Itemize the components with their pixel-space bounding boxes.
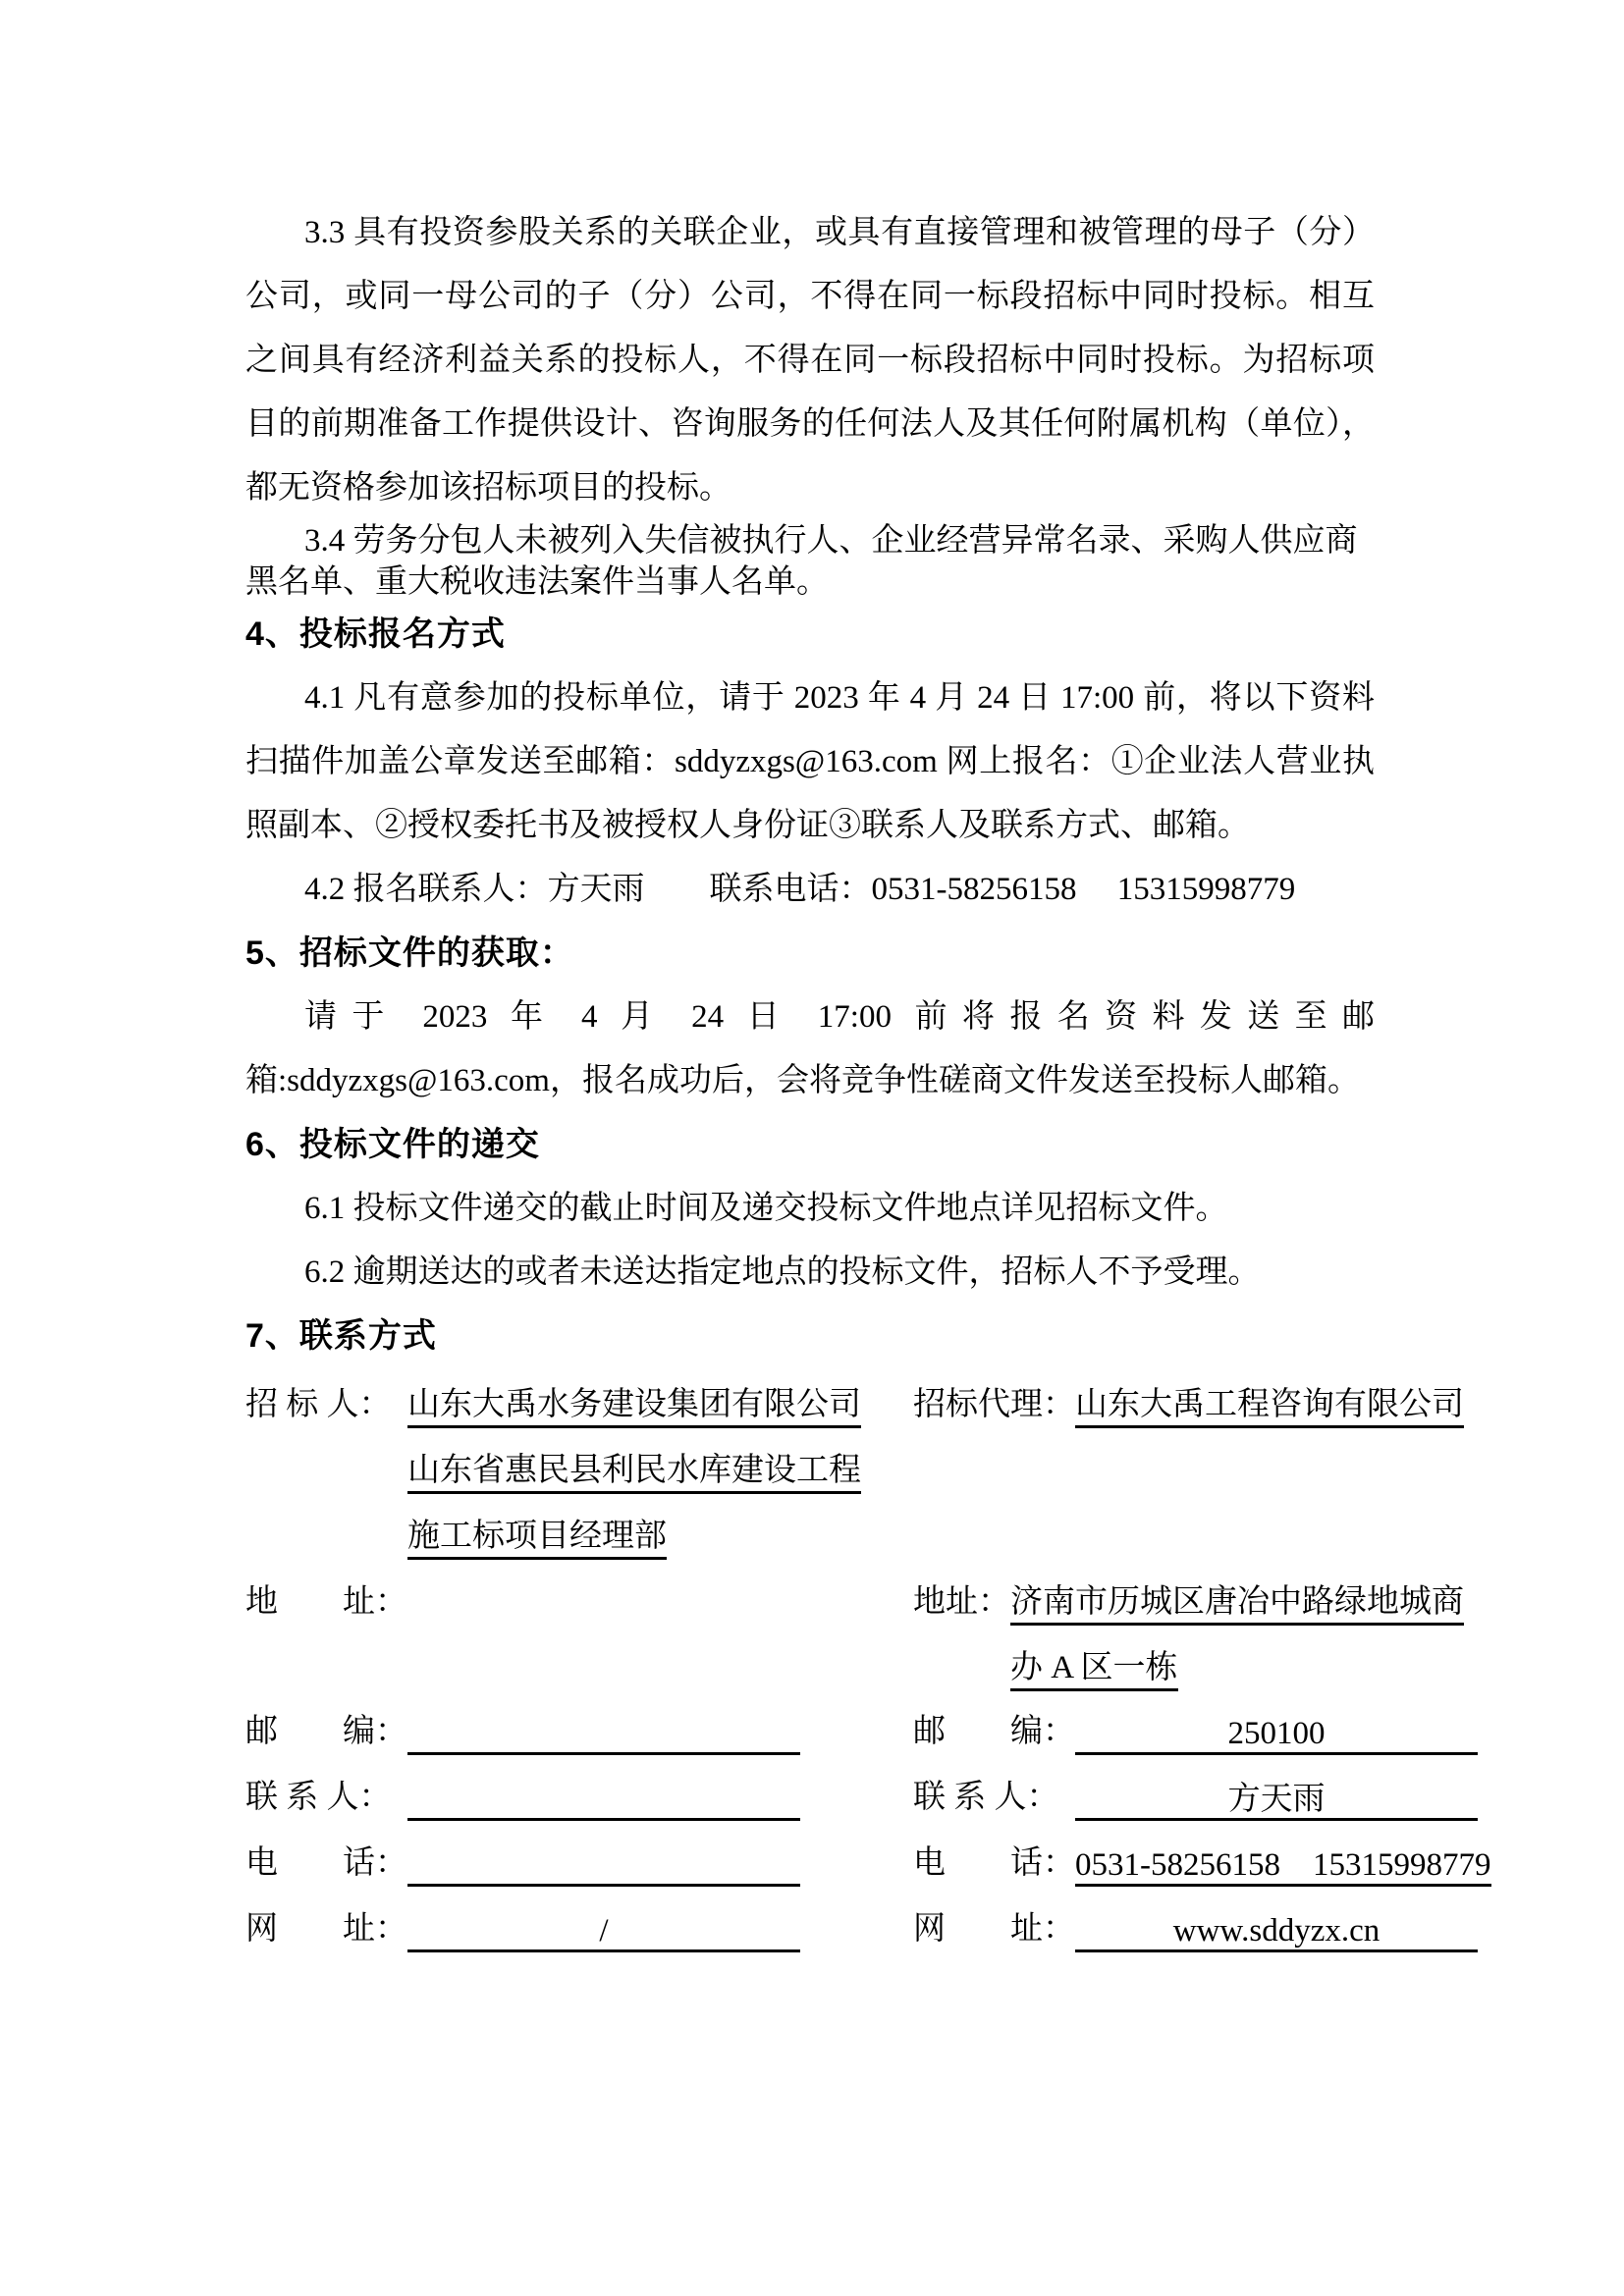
section-heading-7: 7、联系方式: [245, 1317, 437, 1355]
tenderer-website-label: 网 址：: [245, 1910, 407, 1947]
paragraph-3-4-line-2: 黑名单、重大税收违法案件当事人名单。: [245, 564, 829, 600]
agent-label: 招标代理：: [913, 1387, 1075, 1422]
tenderer-website-cell: [245, 1902, 913, 1952]
tenderer-label: 招 标 人：: [245, 1387, 392, 1422]
agent-address-line1: 济南市历城区唐冶中路绿地城商: [1010, 1584, 1464, 1626]
agent-phone-cell: [913, 1837, 1491, 1887]
agent-phone-label: 电 话：: [913, 1844, 1075, 1881]
tenderer-address-label: 地 址：: [245, 1584, 407, 1620]
agent-person-value: 方天雨: [1075, 1778, 1478, 1821]
agent-website-value: www.sddyzx.cn: [1075, 1909, 1478, 1952]
paragraph-6-1: 6.1 投标文件递交的截止时间及递交投标文件地点详见招标文件。: [304, 1191, 1228, 1226]
tenderer-phone-label: 电 话：: [245, 1844, 407, 1881]
agent-name: 山东大禹工程咨询有限公司: [1075, 1387, 1464, 1428]
paragraph-3-4: [245, 520, 1375, 603]
tenderer-name-line3-cell: [245, 1510, 913, 1556]
tenderer-postcode-label: 邮 编：: [245, 1713, 407, 1749]
agent-address-line2: 办 A 区一栋: [1010, 1650, 1178, 1691]
section-heading-6: 6、投标文件的递交: [245, 1126, 540, 1163]
contact-section: [245, 1368, 1491, 1960]
contact-row-phone: [245, 1829, 1491, 1895]
tenderer-person-label: 联 系 人：: [245, 1779, 392, 1815]
tenderer-phone-blank: [407, 1843, 800, 1887]
paragraph-6-2: 6.2 逾期送达的或者未送达指定地点的投标文件，招标人不予受理。: [304, 1255, 1261, 1290]
agent-cell: [913, 1378, 1481, 1424]
agent-postcode-cell: [913, 1705, 1481, 1755]
paragraph-3-3: 3.3 具有投资参股关系的关联企业，或具有直接管理和被管理的母子（分）公司，或同一母公司的子（分）公司，不得在同一标段招标中同时投标。相互之间具有经济利益关系的投标人，不得在同一标段招标中同时投标。为招标项目的前期准备工作提供设计、咨询服务的任何法人及其任何附属机构（单位），都无资格参加该招标项目的投标。: [245, 215, 1375, 506]
tenderer-postcode-blank: [407, 1712, 800, 1755]
paragraph-4-1: 4.1 凡有意参加的投标单位，请于 2023 年 4 月 24 日 17:00 前，将以下资料扫描件加盖公章发送至邮箱：sddyzxgs@163.com 网上报名：①企业法人营业执照副本、②授权委托书及被授权人身份证③联系人及联系方式、邮箱。: [245, 680, 1375, 843]
contact-row-website: [245, 1895, 1481, 1960]
contact-row-postcode: [245, 1697, 1481, 1763]
tenderer-name-line2: 山东省惠民县利民水库建设工程: [407, 1453, 861, 1494]
paragraph-3-4-line-1: 3.4 劳务分包人未被列入失信被执行人、企业经营异常名录、采购人供应商: [304, 523, 1358, 559]
agent-website-cell: [913, 1902, 1481, 1952]
agent-person-label: 联 系 人：: [913, 1779, 1059, 1815]
section-heading-5: 5、招标文件的获取：: [245, 934, 574, 972]
contact-row-address: [245, 1566, 1481, 1631]
tenderer-name-line2-cell: [245, 1444, 913, 1490]
tenderer-website-value: /: [407, 1909, 800, 1952]
contact-row-address-line2: [245, 1631, 1481, 1697]
tenderer-postcode-cell: [245, 1705, 913, 1755]
agent-website-label: 网 址：: [913, 1910, 1075, 1947]
contact-row-tenderer-line2: [245, 1434, 1481, 1500]
section-heading-4: 4、投标报名方式: [245, 615, 506, 653]
agent-address-label: 地址：: [913, 1584, 1010, 1620]
paragraph-5-body: 请于 2023 年 4 月 24 日 17:00 前将报名资料发送至邮箱:sddyzxgs@163.com，报名成功后，会将竞争性磋商文件发送至投标人邮箱。: [245, 999, 1375, 1098]
paragraph-4-2: 4.2 报名联系人：方天雨 联系电话：0531-58256158 15315998779: [304, 872, 1296, 907]
agent-postcode-label: 邮 编：: [913, 1713, 1075, 1749]
agent-address-line2-cell: [913, 1641, 1481, 1687]
tenderer-cell: [245, 1378, 913, 1424]
tenderer-name: 山东大禹水务建设集团有限公司: [407, 1387, 861, 1428]
tenderer-name-line3: 施工标项目经理部: [407, 1519, 667, 1560]
agent-postcode-value: 250100: [1075, 1712, 1478, 1755]
agent-person-cell: [913, 1771, 1481, 1821]
agent-address-cell: [913, 1575, 1481, 1622]
tenderer-address-cell: [245, 1575, 913, 1622]
contact-row-tenderer-line3: [245, 1500, 1481, 1566]
contact-row-person: [245, 1763, 1481, 1829]
tenderer-person-cell: [245, 1771, 913, 1821]
tenderer-phone-cell: [245, 1837, 913, 1887]
agent-phone-value: 0531-58256158 15315998779: [1075, 1843, 1491, 1887]
tenderer-person-blank: [407, 1778, 800, 1821]
contact-row-tenderer: [245, 1368, 1481, 1434]
